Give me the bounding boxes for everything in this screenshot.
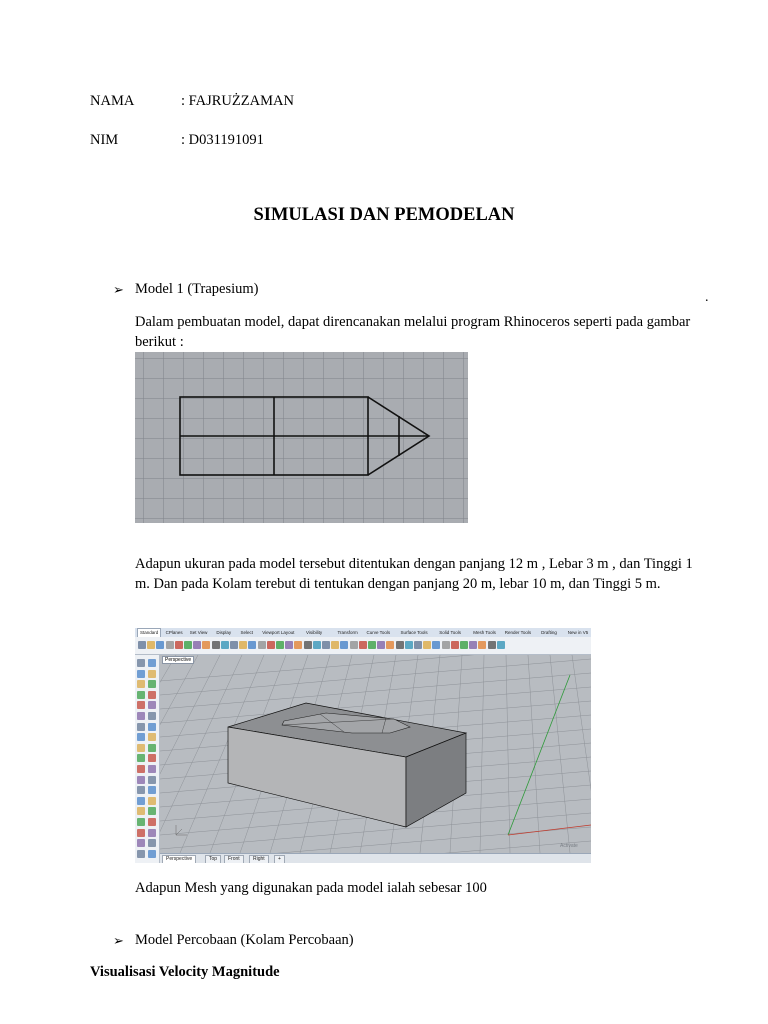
rhino-menu-tab[interactable]: Curve Tools xyxy=(366,630,391,635)
activate-watermark: Activate xyxy=(560,843,578,849)
side-tool-icon[interactable] xyxy=(148,765,156,773)
perspective-scene xyxy=(160,655,591,853)
rhino-menu-tab[interactable]: Surface Tools xyxy=(400,630,428,635)
side-tool-icon[interactable] xyxy=(148,723,156,731)
side-tool-icon[interactable] xyxy=(148,776,156,784)
model-outline-drawing xyxy=(135,352,468,523)
axis-gizmo-icon xyxy=(176,825,187,835)
toolbar-tool-icon[interactable] xyxy=(359,641,367,649)
side-tool-icon[interactable] xyxy=(148,701,156,709)
side-tool-icon[interactable] xyxy=(137,797,145,805)
toolbar-tool-icon[interactable] xyxy=(368,641,376,649)
rhino-menu-tab[interactable]: Visibility xyxy=(305,630,323,635)
velocity-subheading: Visualisasi Velocity Magnitude xyxy=(90,964,280,980)
toolbar-tool-icon[interactable] xyxy=(175,641,183,649)
side-tool-icon[interactable] xyxy=(148,818,156,826)
grid-line xyxy=(160,655,176,853)
side-tool-icon[interactable] xyxy=(148,680,156,688)
side-tool-icon[interactable] xyxy=(148,797,156,805)
grid-line xyxy=(506,655,510,853)
side-tool-icon[interactable] xyxy=(148,744,156,752)
side-tool-icon[interactable] xyxy=(137,744,145,752)
section1-paragraph-2: Adapun ukuran pada model tersebut ditentukan dengan panjang 12 m , Lebar 3 m , dan Tinggi 1 m. Dan pada Kolam terebut di tentukan dengan panjang 20 m, lebar 10 m, dan Tinggi 5 m. xyxy=(135,556,693,592)
grid-line xyxy=(160,659,591,695)
section1-paragraph-1: Dalam pembuatan model, dapat direncanakan melalui program Rhinoceros seperti pada gambar berikut : xyxy=(135,314,691,350)
toolbar-tool-icon[interactable] xyxy=(202,641,210,649)
side-tool-icon[interactable] xyxy=(137,680,145,688)
side-tool-icon[interactable] xyxy=(137,765,145,773)
toolbar-tool-icon[interactable] xyxy=(460,641,468,649)
rhino-menu-tab[interactable]: Standard xyxy=(137,628,161,637)
rhino-menu-tab[interactable]: Mesh Tools xyxy=(473,630,496,635)
side-tool-icon[interactable] xyxy=(148,786,156,794)
toolbar-tool-icon[interactable] xyxy=(212,641,220,649)
view-tab-front[interactable]: Front xyxy=(224,855,244,863)
section1-paragraph-3: Adapun Mesh yang digunakan pada model ialah sebesar 100 xyxy=(135,880,487,896)
side-tool-icon[interactable] xyxy=(137,733,145,741)
rhino-side-toolbar xyxy=(135,655,160,863)
side-tool-icon[interactable] xyxy=(137,659,145,667)
view-tab-right[interactable]: Right xyxy=(249,855,269,863)
rhino-toolbar xyxy=(135,637,591,655)
toolbar-tool-icon[interactable] xyxy=(442,641,450,649)
name-label: NAMA xyxy=(90,93,135,109)
toolbar-tool-icon[interactable] xyxy=(396,641,404,649)
toolbar-tool-icon[interactable] xyxy=(248,641,256,649)
toolbar-tool-icon[interactable] xyxy=(405,641,413,649)
toolbar-tool-icon[interactable] xyxy=(340,641,348,649)
side-tool-icon[interactable] xyxy=(148,670,156,678)
section2-heading: Model Percobaan (Kolam Percobaan) xyxy=(135,932,354,948)
rhino-menu-tab[interactable]: Transform xyxy=(337,630,358,635)
bullet-arrow-icon: ➢ xyxy=(113,933,124,948)
toolbar-tool-icon[interactable] xyxy=(147,641,155,649)
rhino-screenshot-figure xyxy=(135,628,591,863)
toolbar-tool-icon[interactable] xyxy=(276,641,284,649)
name-value: : FAJRUŻZAMAN xyxy=(181,93,294,109)
y-axis-line xyxy=(508,675,570,835)
toolbar-tool-icon[interactable] xyxy=(304,641,312,649)
toolbar-tool-icon[interactable] xyxy=(386,641,394,649)
toolbar-tool-icon[interactable] xyxy=(221,641,229,649)
side-tool-icon[interactable] xyxy=(137,829,145,837)
toolbar-tool-icon[interactable] xyxy=(497,641,505,649)
toolbar-tool-icon[interactable] xyxy=(285,641,293,649)
side-tool-icon[interactable] xyxy=(137,670,145,678)
side-tool-icon[interactable] xyxy=(137,807,145,815)
side-tool-icon[interactable] xyxy=(137,723,145,731)
toolbar-tool-icon[interactable] xyxy=(432,641,440,649)
rhino-menu-tab[interactable]: Display xyxy=(216,630,232,635)
side-tool-icon[interactable] xyxy=(148,754,156,762)
toolbar-tool-icon[interactable] xyxy=(350,641,358,649)
grid-line xyxy=(550,655,570,853)
side-tool-icon[interactable] xyxy=(148,691,156,699)
toolbar-tool-icon[interactable] xyxy=(156,641,164,649)
side-tool-icon[interactable] xyxy=(148,839,156,847)
toolbar-tool-icon[interactable] xyxy=(239,641,247,649)
model-top-view-figure xyxy=(135,352,468,523)
rhino-menu-tab[interactable]: Solid Tools xyxy=(439,630,461,635)
side-tool-icon[interactable] xyxy=(148,659,156,667)
toolbar-tool-icon[interactable] xyxy=(267,641,275,649)
grid-line xyxy=(572,655,591,853)
toolbar-tool-icon[interactable] xyxy=(488,641,496,649)
side-tool-icon[interactable] xyxy=(137,701,145,709)
side-tool-icon[interactable] xyxy=(148,807,156,815)
view-tab-top[interactable]: Top xyxy=(205,855,221,863)
toolbar-tool-icon[interactable] xyxy=(331,641,339,649)
rhino-menu-tab[interactable]: Drafting xyxy=(541,630,557,635)
nim-label: NIM xyxy=(90,132,119,148)
toolbar-tool-icon[interactable] xyxy=(258,641,266,649)
side-tool-icon[interactable] xyxy=(137,776,145,784)
bullet-arrow-icon: ➢ xyxy=(113,282,124,297)
section1-heading: Model 1 (Trapesium) xyxy=(135,281,259,297)
rhino-menu-tab[interactable]: New in V5 xyxy=(567,630,589,635)
rhino-perspective-viewport xyxy=(160,655,591,853)
toolbar-tool-icon[interactable] xyxy=(423,641,431,649)
side-tool-icon[interactable] xyxy=(148,733,156,741)
side-tool-icon[interactable] xyxy=(148,712,156,720)
toolbar-tool-icon[interactable] xyxy=(294,641,302,649)
rhino-view-tabs xyxy=(160,853,591,863)
grid-line xyxy=(160,655,198,853)
x-axis-line xyxy=(508,825,591,835)
toolbar-tool-icon[interactable] xyxy=(138,641,146,649)
grid-line xyxy=(160,673,591,709)
toolbar-tool-icon[interactable] xyxy=(377,641,385,649)
side-tool-icon[interactable] xyxy=(137,712,145,720)
page-title: SIMULASI DAN PEMODELAN xyxy=(253,205,515,225)
toolbar-tool-icon[interactable] xyxy=(313,641,321,649)
side-tool-icon[interactable] xyxy=(137,754,145,762)
side-tool-icon[interactable] xyxy=(148,829,156,837)
nim-value: : D031191091 xyxy=(181,132,264,148)
toolbar-tool-icon[interactable] xyxy=(184,641,192,649)
toolbar-tool-icon[interactable] xyxy=(469,641,477,649)
rhino-menu-tab[interactable]: Viewport Layout xyxy=(262,630,295,635)
toolbar-tool-icon[interactable] xyxy=(193,641,201,649)
side-tool-icon[interactable] xyxy=(137,818,145,826)
toolbar-tool-icon[interactable] xyxy=(166,641,174,649)
add-view-tab-button[interactable]: + xyxy=(274,855,285,863)
rhino-menu-tab[interactable]: Set View xyxy=(189,630,208,635)
side-tool-icon[interactable] xyxy=(137,850,145,858)
grid-line xyxy=(160,655,220,853)
side-tool-icon[interactable] xyxy=(137,691,145,699)
toolbar-tool-icon[interactable] xyxy=(230,641,238,649)
side-tool-icon[interactable] xyxy=(137,839,145,847)
grid-line xyxy=(480,655,484,853)
grid-line xyxy=(160,841,591,853)
rhino-menu-tab[interactable]: Render Tools xyxy=(504,630,532,635)
side-tool-icon[interactable] xyxy=(137,786,145,794)
toolbar-tool-icon[interactable] xyxy=(451,641,459,649)
rhino-menu-tab[interactable]: CPlanes xyxy=(165,630,183,635)
toolbar-tool-icon[interactable] xyxy=(478,641,486,649)
view-tab-perspective[interactable]: Perspective xyxy=(162,855,196,863)
grid-line xyxy=(528,655,540,853)
rhino-menu-tab[interactable]: Select xyxy=(240,630,254,635)
viewport-label[interactable]: Perspective xyxy=(162,656,194,664)
stray-dot: . xyxy=(705,290,709,305)
side-tool-icon[interactable] xyxy=(148,850,156,858)
toolbar-tool-icon[interactable] xyxy=(414,641,422,649)
toolbar-tool-icon[interactable] xyxy=(322,641,330,649)
